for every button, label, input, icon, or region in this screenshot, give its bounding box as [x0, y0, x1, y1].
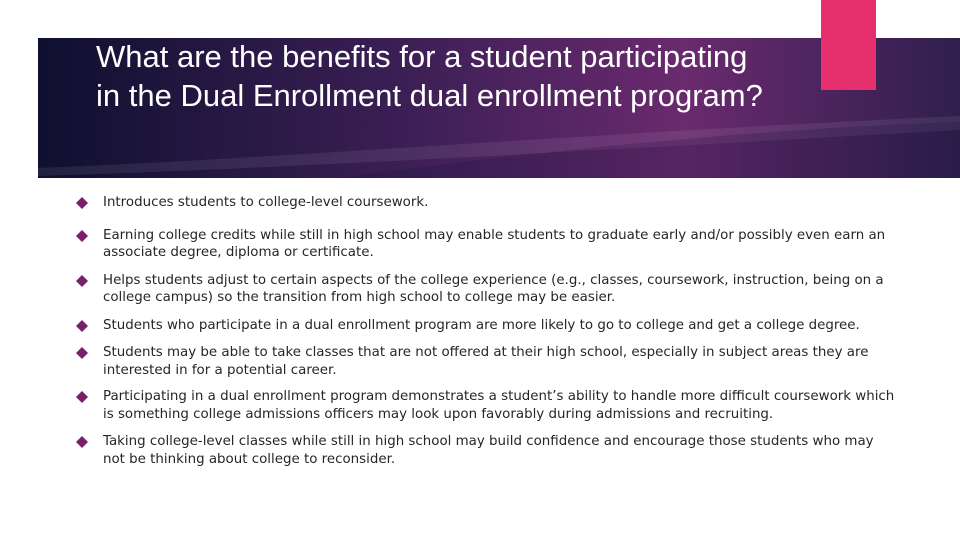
accent-block: [821, 0, 876, 90]
bullet-item: Earning college credits while still in high school may enable students to graduate early and/or possibly even earn an associate degree, diploma or certificate.: [76, 227, 896, 262]
diamond-bullet-icon: [76, 436, 88, 448]
bullet-item: Introduces students to college-level coursework.: [76, 194, 896, 212]
diamond-bullet-icon: [76, 197, 88, 209]
diamond-bullet-icon: [76, 391, 88, 403]
bullet-list: [76, 194, 896, 468]
diamond-bullet-icon: [76, 320, 88, 332]
diamond-bullet-icon: [76, 347, 88, 359]
diamond-bullet-icon: [76, 230, 88, 242]
bullet-item: Students may be able to take classes that are not offered at their high school, especially in subject areas they are interested in for a potential career.: [76, 344, 896, 379]
bullet-item: Students who participate in a dual enrollment program are more likely to go to college and get a college degree.: [76, 317, 896, 335]
slide-title: What are the benefits for a student participating in the Dual Enrollment dual enrollment program?: [96, 39, 763, 113]
bullet-item: Participating in a dual enrollment program demonstrates a student’s ability to handle more difficult coursework which is something college admissions officers may look upon favorably during admissions and recruiting.: [76, 388, 896, 423]
bullet-item: Helps students adjust to certain aspects of the college experience (e.g., classes, coursework, instruction, being on a college campus) so the transition from high school to college may be easier.: [76, 272, 896, 307]
bullet-item: Taking college-level classes while still in high school may build confidence and encourage those students who may not be thinking about college to reconsider.: [76, 433, 896, 468]
diamond-bullet-icon: [76, 275, 88, 287]
